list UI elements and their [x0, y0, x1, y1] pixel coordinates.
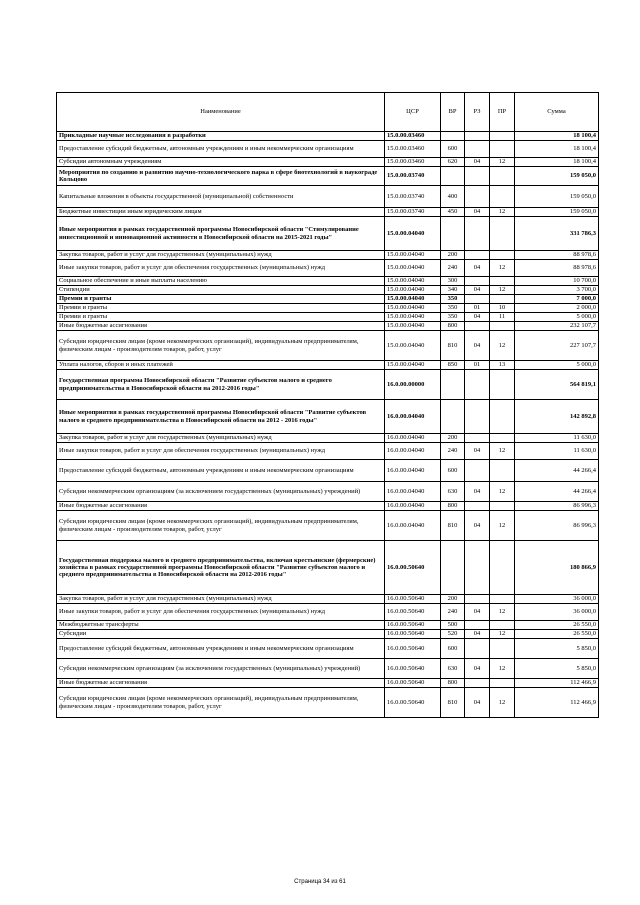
- table-row: [57, 313, 599, 322]
- cell-rz: 01: [465, 361, 490, 370]
- cell-csr: 16.0.00.00000: [385, 370, 441, 400]
- cell-sum: 18 100,4: [515, 132, 599, 141]
- table-row: [57, 502, 599, 511]
- cell-csr: 16.0.00.50640: [385, 541, 441, 595]
- cell-name: Иные закупки товаров, работ и услуг для обеспечения государственных (муниципальных) нужд: [57, 260, 385, 277]
- cell-pr: 12: [490, 286, 515, 295]
- table-row: [57, 322, 599, 331]
- cell-sum: 26 550,0: [515, 630, 599, 639]
- cell-csr: 16.0.00.04040: [385, 511, 441, 541]
- cell-name: Мероприятия по созданию и развитию научно-технологического парка в сфере биотехнологий в наукограде Кольцово: [57, 167, 385, 186]
- cell-csr: 16.0.00.04040: [385, 434, 441, 443]
- header-pr: ПР: [490, 93, 515, 132]
- cell-vr: [441, 217, 465, 251]
- cell-name: Иные бюджетные ассигнования: [57, 502, 385, 511]
- cell-vr: 630: [441, 659, 465, 679]
- cell-pr: 12: [490, 208, 515, 217]
- cell-pr: [490, 502, 515, 511]
- cell-name: Субсидии юридическим лицам (кроме некоммерческих организаций), индивидуальным предпринимателям, физическим лицам - производителям товаров, работ, услуг: [57, 688, 385, 718]
- cell-rz: 04: [465, 688, 490, 718]
- cell-name: Закупка товаров, работ и услуг для государственных (муниципальных) нужд: [57, 251, 385, 260]
- table-row: [57, 331, 599, 361]
- cell-sum: 142 892,8: [515, 400, 599, 434]
- cell-sum: 2 000,0: [515, 304, 599, 313]
- cell-vr: 850: [441, 361, 465, 370]
- cell-name: Субсидии юридическим лицам (кроме некоммерческих организаций), индивидуальным предпринимателям, физическим лицам - производителям товаров, работ, услуг: [57, 511, 385, 541]
- cell-rz: [465, 167, 490, 186]
- cell-name: Иные мероприятия в рамках государственной программы Новосибирской области "Развитие субъектов малого и среднего предпринимательства в Новосибирской области на 2012 - 2016 годы": [57, 400, 385, 434]
- cell-name: Предоставление субсидий бюджетным, автономным учреждениям и иным некоммерческим организациям: [57, 460, 385, 482]
- cell-rz: [465, 639, 490, 659]
- table-row: [57, 595, 599, 604]
- table-row: [57, 400, 599, 434]
- table-row: [57, 277, 599, 286]
- cell-rz: 04: [465, 604, 490, 621]
- cell-rz: [465, 679, 490, 688]
- table-row: [57, 304, 599, 313]
- cell-vr: 350: [441, 295, 465, 304]
- cell-pr: 12: [490, 511, 515, 541]
- cell-csr: 16.0.00.04040: [385, 443, 441, 460]
- cell-pr: 10: [490, 304, 515, 313]
- cell-rz: 01: [465, 304, 490, 313]
- cell-name: Субсидии юридическим лицам (кроме некоммерческих организаций), индивидуальным предпринимателям, физическим лицам - производителям товаров, работ, услуг: [57, 331, 385, 361]
- table-row: [57, 482, 599, 502]
- cell-rz: [465, 251, 490, 260]
- cell-rz: 04: [465, 158, 490, 167]
- header-rz: РЗ: [465, 93, 490, 132]
- cell-sum: 112 466,9: [515, 688, 599, 718]
- table-row: [57, 541, 599, 595]
- cell-name: Уплата налогов, сборов и иных платежей: [57, 361, 385, 370]
- cell-rz: [465, 295, 490, 304]
- table-row: [57, 604, 599, 621]
- table-row: [57, 630, 599, 639]
- cell-pr: [490, 679, 515, 688]
- cell-vr: 800: [441, 322, 465, 331]
- cell-csr: 16.0.00.50640: [385, 604, 441, 621]
- table-row: [57, 361, 599, 370]
- cell-sum: 159 050,0: [515, 167, 599, 186]
- cell-csr: 16.0.00.50640: [385, 659, 441, 679]
- cell-csr: 15.0.00.04040: [385, 331, 441, 361]
- table-row: [57, 295, 599, 304]
- cell-csr: 16.0.00.50640: [385, 639, 441, 659]
- cell-vr: [441, 370, 465, 400]
- table-row: [57, 141, 599, 158]
- cell-pr: [490, 251, 515, 260]
- cell-pr: 12: [490, 443, 515, 460]
- table-row: [57, 286, 599, 295]
- table-row: [57, 251, 599, 260]
- cell-rz: [465, 370, 490, 400]
- cell-rz: 04: [465, 482, 490, 502]
- cell-csr: 15.0.00.04040: [385, 260, 441, 277]
- cell-sum: 5 000,0: [515, 313, 599, 322]
- cell-rz: 04: [465, 630, 490, 639]
- cell-csr: 15.0.00.04040: [385, 295, 441, 304]
- cell-sum: 18 100,4: [515, 141, 599, 158]
- cell-name: Государственная поддержка малого и среднего предпринимательства, включая крестьянские (фермерские) хозяйства в рамках государственной программы Новосибирской области "Развитие субъектов малого и среднего предпринимательства в Новосибирской области на 2012-2016 годы": [57, 541, 385, 595]
- header-sum: Сумма: [515, 93, 599, 132]
- table-row: [57, 460, 599, 482]
- cell-sum: 11 630,0: [515, 434, 599, 443]
- cell-vr: [441, 400, 465, 434]
- cell-name: Субсидии некоммерческим организациям (за исключением государственных (муниципальных) учреждений): [57, 659, 385, 679]
- table-row: [57, 208, 599, 217]
- cell-csr: 16.0.00.50640: [385, 621, 441, 630]
- cell-pr: [490, 295, 515, 304]
- cell-sum: 44 266,4: [515, 460, 599, 482]
- cell-sum: 5 850,0: [515, 639, 599, 659]
- cell-rz: [465, 400, 490, 434]
- cell-rz: 04: [465, 208, 490, 217]
- cell-rz: 04: [465, 331, 490, 361]
- cell-vr: 300: [441, 277, 465, 286]
- cell-pr: [490, 595, 515, 604]
- cell-csr: 16.0.00.50640: [385, 688, 441, 718]
- cell-name: Стипендии: [57, 286, 385, 295]
- table-row: [57, 434, 599, 443]
- cell-rz: [465, 186, 490, 208]
- cell-vr: 500: [441, 621, 465, 630]
- cell-name: Предоставление субсидий бюджетным, автономным учреждениям и иным некоммерческим организациям: [57, 141, 385, 158]
- table-row: [57, 260, 599, 277]
- cell-pr: 12: [490, 331, 515, 361]
- cell-csr: 16.0.00.50640: [385, 595, 441, 604]
- header-csr: ЦСР: [385, 93, 441, 132]
- cell-name: Бюджетные инвестиции иным юридическим лицам: [57, 208, 385, 217]
- cell-vr: [441, 132, 465, 141]
- cell-vr: 800: [441, 502, 465, 511]
- cell-pr: [490, 186, 515, 208]
- cell-csr: 15.0.00.04040: [385, 361, 441, 370]
- cell-csr: 16.0.00.04040: [385, 400, 441, 434]
- cell-rz: [465, 141, 490, 158]
- cell-name: Прикладные научные исследования в разработки: [57, 132, 385, 141]
- cell-vr: [441, 167, 465, 186]
- cell-csr: 15.0.00.03740: [385, 186, 441, 208]
- cell-name: Субсидии некоммерческим организациям (за исключением государственных (муниципальных) учреждений): [57, 482, 385, 502]
- cell-name: Иные закупки товаров, работ и услуг для обеспечения государственных (муниципальных) нужд: [57, 443, 385, 460]
- cell-rz: 04: [465, 286, 490, 295]
- cell-pr: [490, 217, 515, 251]
- cell-name: Межбюджетные трансферты: [57, 621, 385, 630]
- cell-csr: 16.0.00.04040: [385, 460, 441, 482]
- cell-vr: 600: [441, 639, 465, 659]
- cell-csr: 15.0.00.04040: [385, 251, 441, 260]
- cell-csr: 15.0.00.03460: [385, 158, 441, 167]
- cell-vr: 800: [441, 679, 465, 688]
- cell-vr: 200: [441, 434, 465, 443]
- table-row: [57, 132, 599, 141]
- cell-sum: 112 466,9: [515, 679, 599, 688]
- table-row: [57, 167, 599, 186]
- cell-pr: [490, 141, 515, 158]
- cell-sum: 11 630,0: [515, 443, 599, 460]
- cell-name: Закупка товаров, работ и услуг для государственных (муниципальных) нужд: [57, 595, 385, 604]
- cell-sum: 159 050,0: [515, 186, 599, 208]
- cell-pr: [490, 370, 515, 400]
- cell-rz: [465, 322, 490, 331]
- cell-name: Иные закупки товаров, работ и услуг для обеспечения государственных (муниципальных) нужд: [57, 604, 385, 621]
- cell-rz: 04: [465, 313, 490, 322]
- cell-name: Социальное обеспечение и иные выплаты населению: [57, 277, 385, 286]
- cell-pr: 12: [490, 260, 515, 277]
- cell-name: Государственная программа Новосибирской области "Развитие субъектов малого и среднего предпринимательства в Новосибирской области на 2012-2016 годы": [57, 370, 385, 400]
- cell-vr: 600: [441, 141, 465, 158]
- cell-pr: [490, 167, 515, 186]
- cell-pr: [490, 132, 515, 141]
- cell-name: Субсидии автономным учреждениям: [57, 158, 385, 167]
- cell-sum: 5 850,0: [515, 659, 599, 679]
- cell-pr: [490, 460, 515, 482]
- cell-pr: 11: [490, 313, 515, 322]
- cell-pr: 12: [490, 630, 515, 639]
- cell-csr: 15.0.00.03740: [385, 167, 441, 186]
- page-number: Страница 34 из 61: [294, 879, 346, 885]
- cell-csr: 15.0.00.04040: [385, 304, 441, 313]
- cell-rz: [465, 217, 490, 251]
- cell-rz: [465, 502, 490, 511]
- cell-rz: [465, 132, 490, 141]
- header-name: Наименование: [57, 93, 385, 132]
- cell-sum: 36 000,0: [515, 595, 599, 604]
- cell-vr: 520: [441, 630, 465, 639]
- cell-pr: 12: [490, 158, 515, 167]
- cell-pr: [490, 400, 515, 434]
- cell-vr: 200: [441, 251, 465, 260]
- cell-rz: [465, 434, 490, 443]
- cell-sum: 86 996,3: [515, 511, 599, 541]
- table-row: [57, 639, 599, 659]
- cell-vr: 450: [441, 208, 465, 217]
- cell-rz: [465, 621, 490, 630]
- cell-csr: 16.0.00.50640: [385, 630, 441, 639]
- table-row: [57, 443, 599, 460]
- cell-vr: 600: [441, 460, 465, 482]
- cell-csr: 15.0.00.03740: [385, 208, 441, 217]
- cell-name: Предоставление субсидий бюджетным, автономным учреждениям и иным некоммерческим организациям: [57, 639, 385, 659]
- cell-vr: 630: [441, 482, 465, 502]
- cell-pr: 12: [490, 482, 515, 502]
- cell-sum: 180 866,9: [515, 541, 599, 595]
- cell-pr: [490, 277, 515, 286]
- cell-csr: 15.0.00.04040: [385, 217, 441, 251]
- budget-table: [56, 92, 599, 718]
- cell-csr: 15.0.00.04040: [385, 322, 441, 331]
- cell-name: Премии и гранты: [57, 313, 385, 322]
- cell-sum: 26 550,0: [515, 621, 599, 630]
- cell-name: Закупка товаров, работ и услуг для государственных (муниципальных) нужд: [57, 434, 385, 443]
- cell-vr: 400: [441, 186, 465, 208]
- cell-sum: 10 700,0: [515, 277, 599, 286]
- cell-vr: 810: [441, 331, 465, 361]
- table-row: [57, 370, 599, 400]
- cell-csr: 15.0.00.04040: [385, 286, 441, 295]
- cell-sum: 44 266,4: [515, 482, 599, 502]
- cell-vr: 350: [441, 304, 465, 313]
- table-row: [57, 621, 599, 630]
- cell-sum: 3 700,0: [515, 286, 599, 295]
- cell-vr: 810: [441, 688, 465, 718]
- table-row: [57, 688, 599, 718]
- cell-sum: 331 786,3: [515, 217, 599, 251]
- cell-sum: 18 100,4: [515, 158, 599, 167]
- cell-csr: 16.0.00.04040: [385, 482, 441, 502]
- cell-csr: 16.0.00.04040: [385, 502, 441, 511]
- cell-sum: 564 819,1: [515, 370, 599, 400]
- cell-vr: [441, 541, 465, 595]
- cell-pr: [490, 434, 515, 443]
- cell-sum: 227 107,7: [515, 331, 599, 361]
- cell-sum: 232 107,7: [515, 322, 599, 331]
- cell-name: Субсидии: [57, 630, 385, 639]
- cell-name: Премии и гранты: [57, 295, 385, 304]
- header-vr: ВР: [441, 93, 465, 132]
- cell-pr: [490, 621, 515, 630]
- table-row: [57, 158, 599, 167]
- table-header-row: [57, 93, 599, 132]
- cell-name: Иные мероприятия в рамках государственной программы Новосибирской области "Стимулирование инвестиционной и инновационной активности в Новосибирской области на 2015-2021 годы": [57, 217, 385, 251]
- cell-vr: 340: [441, 286, 465, 295]
- cell-pr: 13: [490, 361, 515, 370]
- cell-vr: 240: [441, 604, 465, 621]
- cell-rz: 04: [465, 443, 490, 460]
- cell-vr: 620: [441, 158, 465, 167]
- cell-csr: 15.0.00.04040: [385, 277, 441, 286]
- cell-csr: 15.0.00.03460: [385, 141, 441, 158]
- cell-pr: [490, 322, 515, 331]
- cell-sum: 88 978,6: [515, 251, 599, 260]
- cell-rz: 04: [465, 511, 490, 541]
- cell-rz: [465, 541, 490, 595]
- cell-name: Премии и гранты: [57, 304, 385, 313]
- cell-pr: [490, 639, 515, 659]
- cell-pr: 12: [490, 659, 515, 679]
- cell-sum: 5 000,0: [515, 361, 599, 370]
- cell-sum: 86 996,3: [515, 502, 599, 511]
- cell-sum: 7 000,0: [515, 295, 599, 304]
- cell-rz: 04: [465, 260, 490, 277]
- table-row: [57, 679, 599, 688]
- table-row: [57, 217, 599, 251]
- table-body: [57, 132, 599, 718]
- cell-pr: 12: [490, 688, 515, 718]
- cell-rz: 04: [465, 659, 490, 679]
- cell-pr: [490, 541, 515, 595]
- cell-sum: 36 000,0: [515, 604, 599, 621]
- table-row: [57, 511, 599, 541]
- cell-csr: 15.0.00.04040: [385, 313, 441, 322]
- cell-vr: 810: [441, 511, 465, 541]
- cell-vr: 240: [441, 260, 465, 277]
- cell-csr: 15.0.00.03460: [385, 132, 441, 141]
- cell-rz: [465, 460, 490, 482]
- cell-csr: 16.0.00.50640: [385, 679, 441, 688]
- cell-sum: 159 050,0: [515, 208, 599, 217]
- cell-vr: 200: [441, 595, 465, 604]
- cell-pr: 12: [490, 604, 515, 621]
- cell-name: Иные бюджетные ассигнования: [57, 322, 385, 331]
- cell-name: Капитальные вложения в объекты государственной (муниципальной) собственности: [57, 186, 385, 208]
- cell-name: Иные бюджетные ассигнования: [57, 679, 385, 688]
- cell-rz: [465, 595, 490, 604]
- cell-vr: 350: [441, 313, 465, 322]
- table-row: [57, 659, 599, 679]
- cell-sum: 88 978,6: [515, 260, 599, 277]
- table-row: [57, 186, 599, 208]
- cell-vr: 240: [441, 443, 465, 460]
- cell-rz: [465, 277, 490, 286]
